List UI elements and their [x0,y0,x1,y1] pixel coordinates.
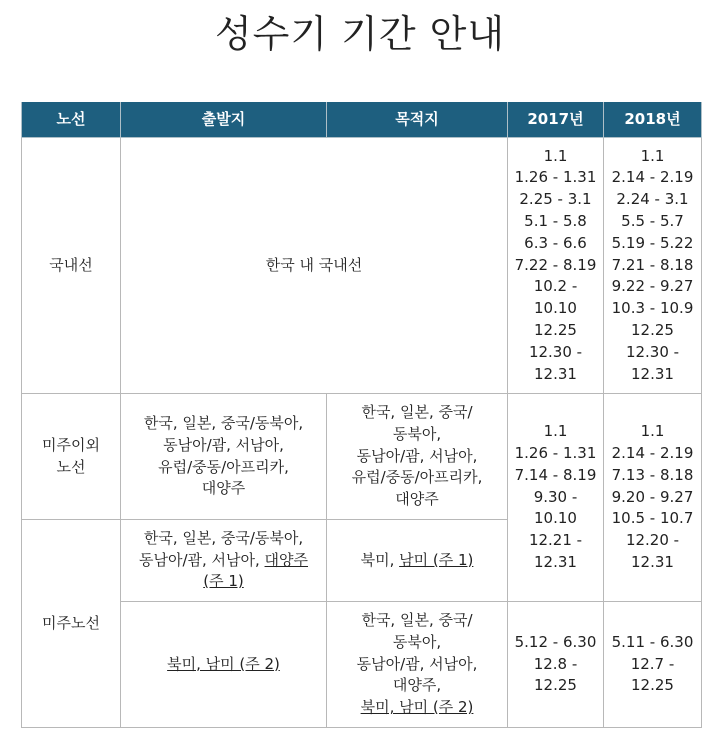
us-row2-destination [327,602,508,728]
date-line: 10.5 - 10.7 [611,509,694,528]
date-line: 2.25 - 3.1 [519,190,592,209]
non-us-destination [327,394,508,520]
date-line: 2.24 - 3.1 [616,190,689,209]
date-line: 5.11 - 6.30 [611,632,694,651]
origin-line: 동남아/괌, 서남아, [163,435,284,454]
date-line: 1.1 [543,146,568,165]
header-route: 노선 [22,102,121,138]
date-line: 9.30 - [533,487,578,506]
domestic-dates-2018 [604,138,702,394]
table-header-row [22,102,702,138]
note-link[interactable]: 대양주 [264,550,309,569]
header-2017: 2017년 [508,102,604,138]
date-line: 12.31 [534,552,577,571]
origin-line [125,550,322,572]
date-line: 6.3 - 6.6 [524,233,587,252]
us-row2-dates-2018 [604,602,702,728]
us-row2-origin [121,602,327,728]
date-line: 12.25 [534,320,577,339]
date-line: 12.20 - [625,531,680,550]
date-line: 12.25 [534,676,577,695]
domestic-dates-2017 [508,138,604,394]
date-line: 5.1 - 5.8 [524,212,587,230]
date-line: 12.31 [631,552,674,571]
note-1-link[interactable]: 남미 (주 1) [399,550,474,569]
route-us: 미주노선 [22,520,121,728]
destination-line: 동북아, [392,632,442,651]
route-non-us [22,394,121,520]
date-line: 10.10 [534,509,577,528]
date-line: 12.30 - [528,342,583,361]
date-line: 5.19 - 5.22 [611,233,694,252]
date-line: 9.22 - 9.27 [611,277,694,296]
non-us-origin [121,394,327,520]
note-2-link[interactable]: 북미, 남미 (주 2) [360,698,474,717]
date-line: 10.2 - [533,277,578,296]
date-line: 2.14 - 2.19 [611,444,694,462]
table-row [22,138,702,394]
page-title: 성수기 기간 안내 [214,12,506,56]
date-line: 10.3 - 10.9 [611,299,694,318]
origin-text: 동남아/괌, 서남아, [138,550,265,569]
peak-season-table [21,102,702,728]
table-row [22,394,702,520]
date-line: 1.26 - 1.31 [514,168,597,187]
date-line: 1.1 [543,422,568,441]
route-line: 미주이외 [42,435,100,454]
destination-line: 유럽/중동/아프리카, [351,468,483,487]
date-line: 12.30 - [625,342,680,361]
us-row1-origin [121,520,327,602]
date-line: 2.14 - 2.19 [611,168,694,187]
date-line: 12.8 - [533,654,578,673]
origin-line: 한국, 일본, 중국/동북아, [143,528,304,547]
shared-dates-2017 [508,394,604,602]
date-line: 12.31 [534,364,577,383]
date-line: 10.10 [534,299,577,318]
date-line: 1.26 - 1.31 [514,444,597,462]
destination-line: 대양주, [392,676,442,695]
destination-text: 북미, [360,550,400,569]
header-2018: 2018년 [604,102,702,138]
date-line: 5.5 - 5.7 [621,212,684,230]
note-2-link[interactable]: 북미, 남미 (주 2) [167,654,280,673]
date-line: 12.25 [631,320,674,339]
date-line: 7.21 - 8.18 [611,255,694,274]
destination-line: 대양주 [395,490,439,509]
date-line: 7.13 - 8.18 [611,465,694,484]
destination-line: 동북아, [392,424,442,443]
destination-line: 한국, 일본, 중국/ [361,611,473,629]
table-row [22,602,702,728]
route-domestic: 국내선 [22,138,121,394]
origin-line: 한국, 일본, 중국/동북아, [143,413,304,432]
date-line: 1.1 [640,146,665,165]
date-line: 9.20 - 9.27 [611,487,694,506]
date-line: 7.22 - 8.19 [514,255,597,274]
destination-line: 동남아/괌, 서남아, [356,654,478,673]
origin-line: 유럽/중동/아프리카, [158,457,289,476]
date-line: 12.21 - [528,531,583,550]
note-1-link[interactable]: (주 1) [203,572,244,591]
shared-dates-2018 [604,394,702,602]
date-line: 5.12 - 6.30 [514,632,597,651]
header-origin: 출발지 [121,102,327,138]
date-line: 12.25 [631,676,674,695]
us-row1-destination [327,520,508,602]
route-line: 노선 [56,457,86,476]
date-line: 12.31 [631,364,674,383]
origin-line: 대양주 [201,479,246,498]
date-line: 1.1 [640,422,665,441]
destination-line [331,697,503,719]
origin-line [125,571,322,593]
destination-line: 한국, 일본, 중국/ [361,403,473,421]
header-destination: 목적지 [327,102,508,138]
date-line: 7.14 - 8.19 [514,465,597,484]
destination-line: 동남아/괌, 서남아, [356,446,478,465]
us-row2-dates-2017 [508,602,604,728]
domestic-route-desc: 한국 내 국내선 [121,138,508,394]
date-line: 12.7 - [630,654,675,673]
